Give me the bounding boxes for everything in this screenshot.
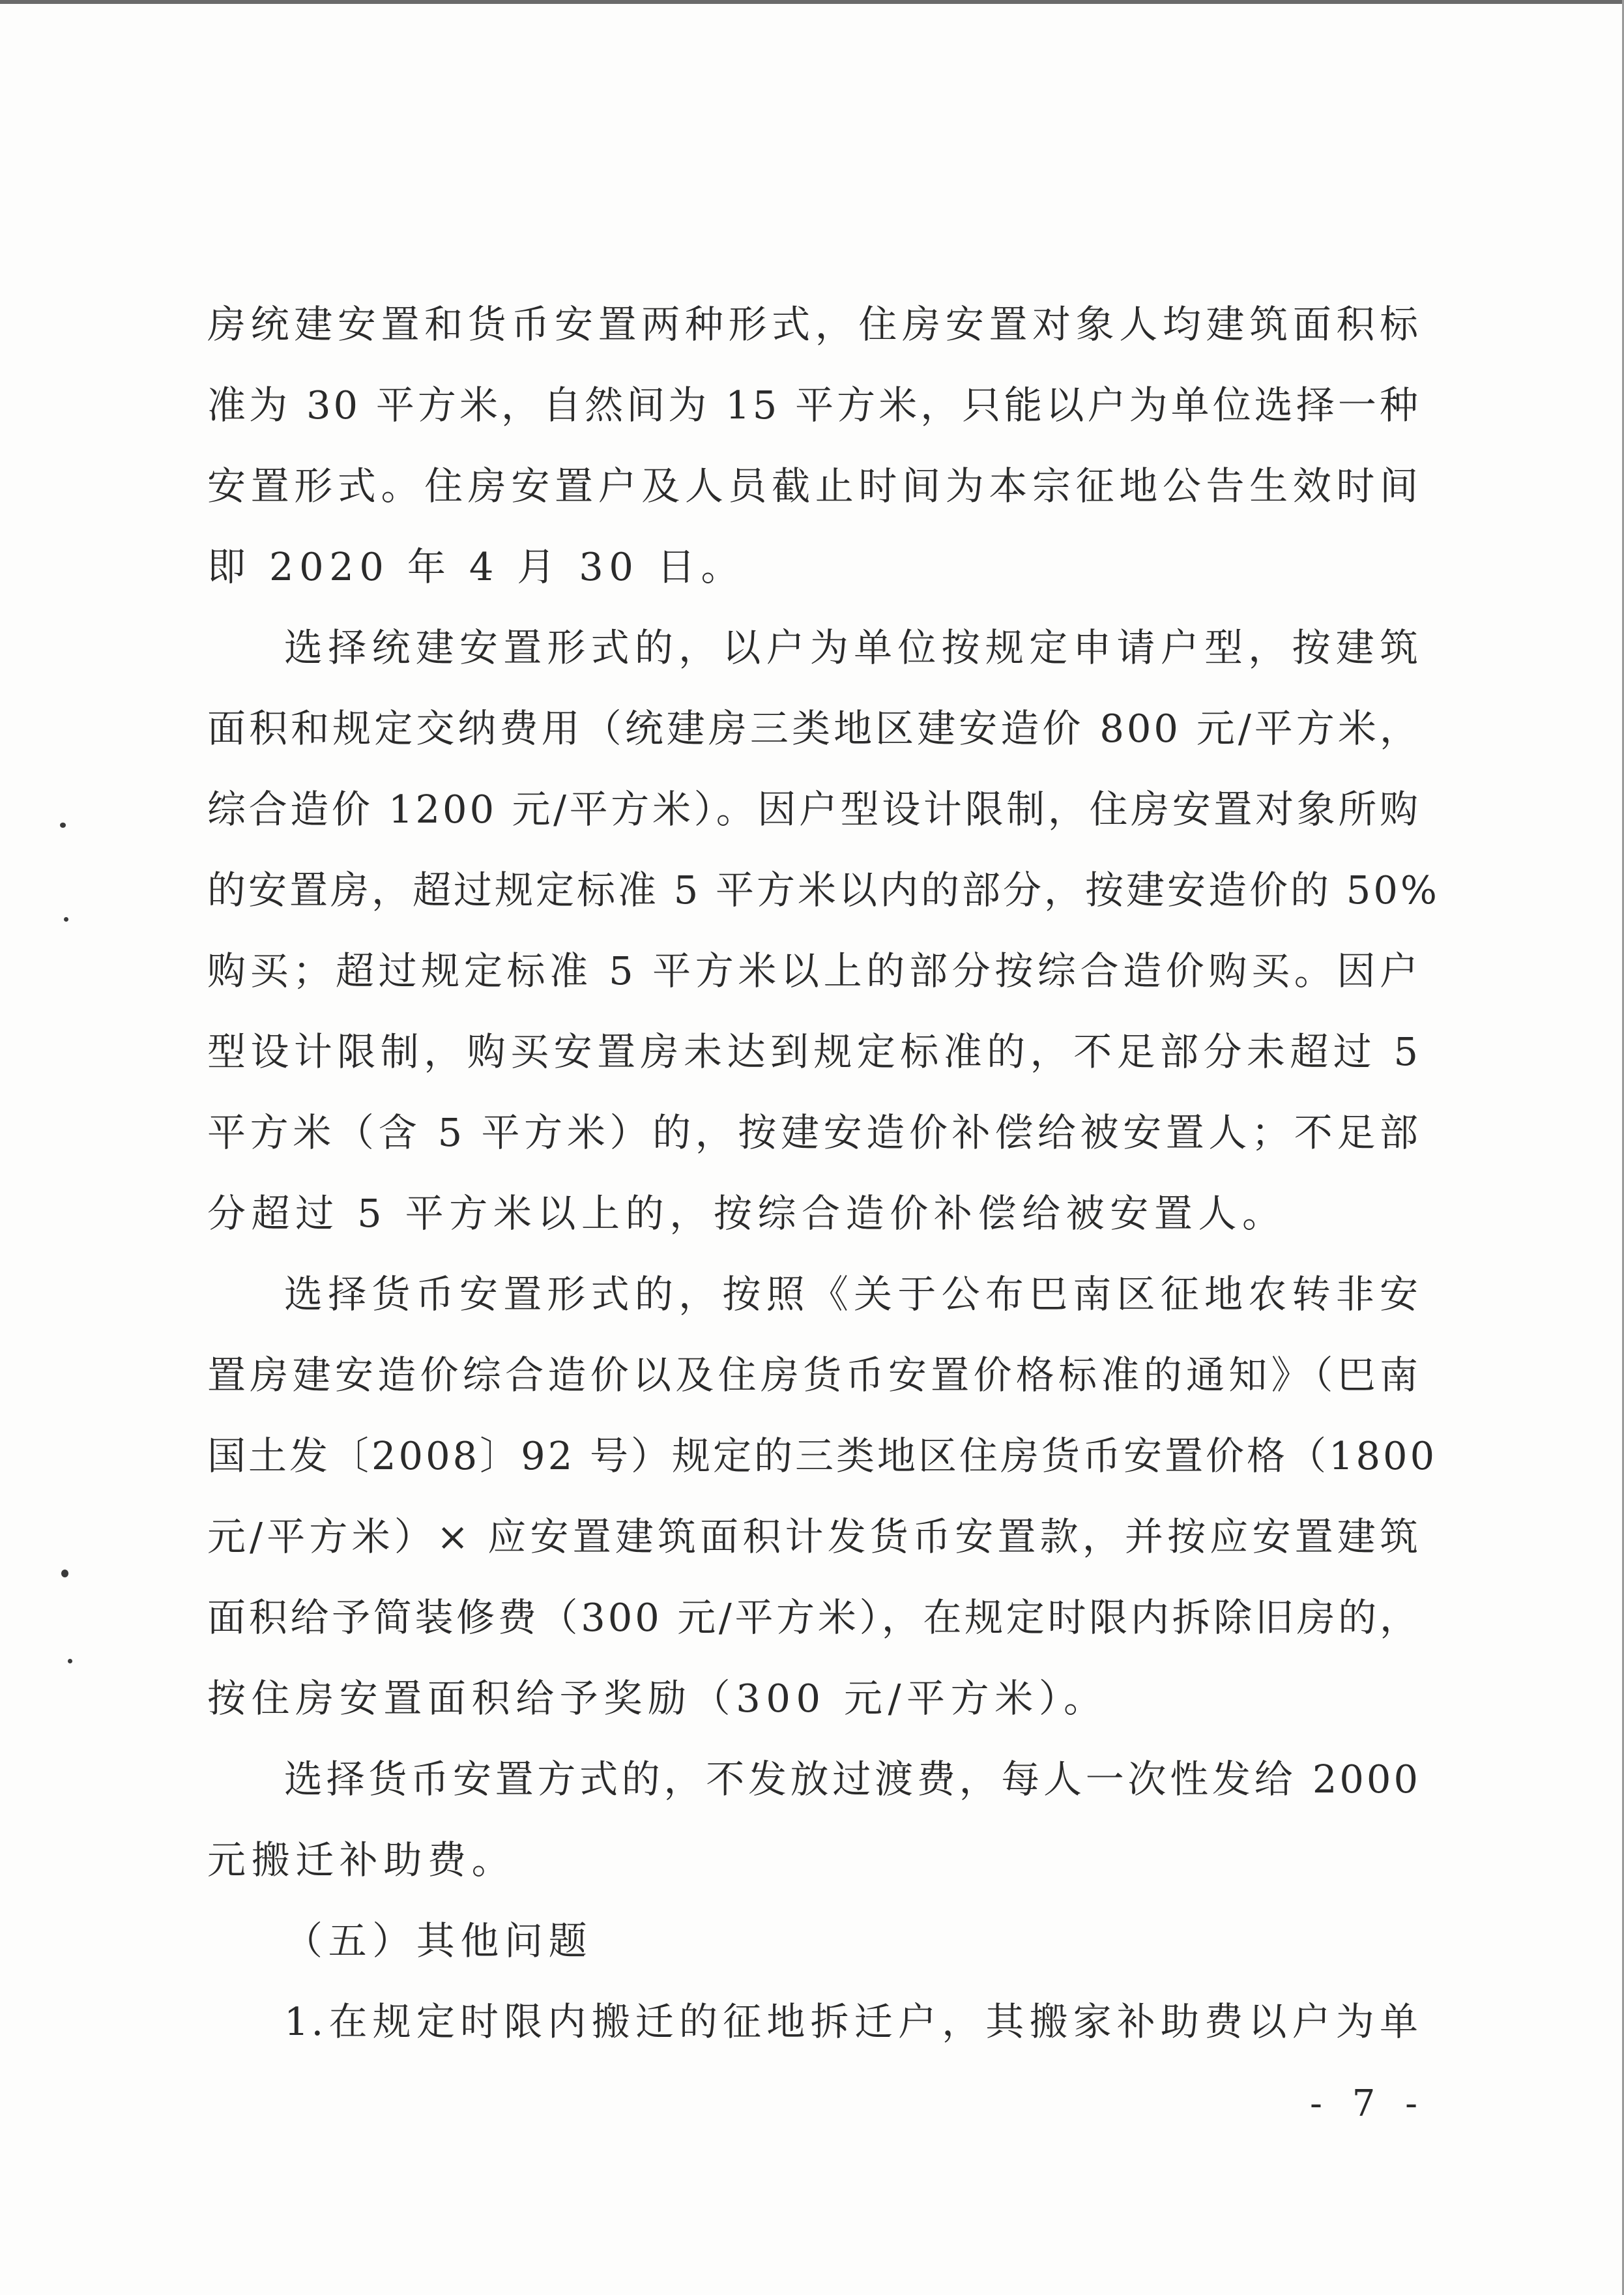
text-line: 安置形式。住房安置户及人员截止时间为本宗征地公告生效时间 xyxy=(207,463,1421,508)
text-line: 购买；超过规定标准 5 平方米以上的部分按综合造价购买。因户 xyxy=(207,948,1421,993)
paragraph-first-line: 选择统建安置形式的，以户为单位按规定申请户型，按建筑 xyxy=(284,625,1421,670)
text-line: 分超过 5 平方米以上的，按综合造价补偿给被安置人。 xyxy=(207,1191,1286,1236)
text-line: 面积和规定交纳费用（统建房三类地区建安造价 800 元/平方米， xyxy=(207,706,1421,751)
scan-speck xyxy=(64,917,68,922)
paragraph-first-line: 1.在规定时限内搬迁的征地拆迁户，其搬家补助费以户为单 xyxy=(284,1999,1421,2044)
text-line: 置房建安造价综合造价以及住房货币安置价格标准的通知》（巴南 xyxy=(207,1352,1421,1397)
scan-speck xyxy=(61,1570,68,1577)
paragraph-first-line: 选择货币安置方式的，不发放过渡费，每人一次性发给 2000 xyxy=(284,1757,1421,1802)
text-line: 按住房安置面积给予奖励（300 元/平方米）。 xyxy=(207,1676,1108,1721)
text-line: 综合造价 1200 元/平方米）。因户型设计限制，住房安置对象所购 xyxy=(207,787,1421,832)
text-line: 房统建安置和货币安置两种形式，住房安置对象人均建筑面积标 xyxy=(207,302,1421,347)
text-line: 元/平方米）× 应安置建筑面积计发货币安置款，并按应安置建筑 xyxy=(207,1514,1421,1559)
text-line: 即 2020 年 4 月 30 日。 xyxy=(207,544,746,589)
text-line: 准为 30 平方米，自然间为 15 平方米，只能以户为单位选择一种 xyxy=(207,383,1421,428)
text-line: 型设计限制，购买安置房未达到规定标准的，不足部分未超过 5 xyxy=(207,1029,1421,1074)
document-body xyxy=(207,284,1440,2062)
scan-top-edge xyxy=(0,0,1624,4)
section-heading: （五）其他问题 xyxy=(284,1918,593,1963)
text-line: 的安置房，超过规定标准 5 平方米以内的部分，按建安造价的 50% xyxy=(207,868,1440,913)
page-number: - 7 - xyxy=(1310,2083,1427,2125)
text-line: 平方米（含 5 平方米）的，按建安造价补偿给被安置人；不足部 xyxy=(207,1110,1421,1155)
text-line: 元搬迁补助费。 xyxy=(207,1837,516,1882)
text-line: 面积给予简装修费（300 元/平方米），在规定时限内拆除旧房的， xyxy=(207,1595,1421,1640)
paragraph-first-line: 选择货币安置形式的，按照《关于公布巴南区征地农转非安 xyxy=(284,1272,1421,1317)
scan-speck xyxy=(68,1659,72,1663)
text-line: 国土发〔2008〕92 号）规定的三类地区住房货币安置价格（1800 xyxy=(207,1433,1438,1478)
scan-speck xyxy=(60,823,66,828)
